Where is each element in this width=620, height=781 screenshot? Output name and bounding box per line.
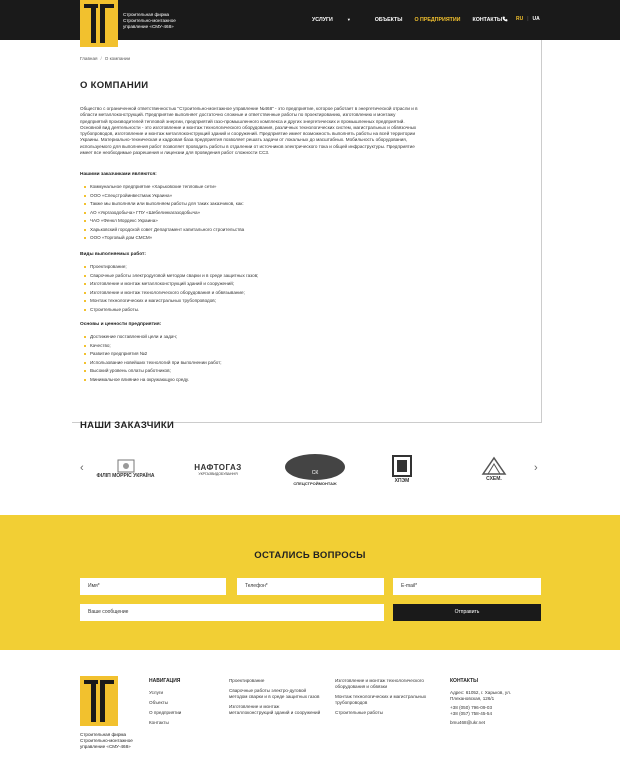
- works-heading: Виды выполняемых работ:: [80, 252, 146, 257]
- phone-field[interactable]: Телефон*: [237, 578, 384, 595]
- footer-service-link[interactable]: Строительные работы: [335, 710, 383, 715]
- message-field[interactable]: Ваше сообщение: [80, 604, 384, 621]
- works-list: [84, 263, 258, 314]
- footer-services-col-2: [335, 678, 430, 716]
- footer-contacts: [450, 690, 540, 726]
- list-item: Достижение поставленной цели и задач;: [84, 333, 222, 342]
- footer-address: Адрес: 61052, г. Харьков, ул. Плехановская, 126/1: [450, 690, 512, 701]
- lang-separator: |: [527, 16, 529, 22]
- client-logo-naftogaz: НАФТОГАЗ УКРГАЗВИДОБУВАННЯ: [194, 462, 242, 476]
- chevron-down-icon: ▼: [346, 17, 351, 22]
- list-item: Минимальное влияние на окружающую среду.: [84, 376, 222, 385]
- list-item: Коммунальное предприятие «Харьковские тепловые сети»: [84, 183, 244, 192]
- customers-list: [84, 183, 244, 243]
- list-item: АО «Укргазодобыча» ГПУ «Шебелинкагазодобыча»: [84, 209, 244, 218]
- list-item: Качество;: [84, 342, 222, 351]
- list-item: Монтаж технологических и магистральных трубопроводов;: [84, 297, 258, 306]
- values-list: [84, 333, 222, 384]
- carousel-next-arrow[interactable]: ›: [534, 462, 538, 474]
- footer-contacts-heading: КОНТАКТЫ: [450, 678, 479, 684]
- email-field[interactable]: E-mail*: [393, 578, 541, 595]
- footer-company-logo[interactable]: [80, 676, 118, 726]
- footer-service-link[interactable]: Проектирование: [229, 678, 265, 683]
- list-item: Высокий уровень оплаты работников;: [84, 367, 222, 376]
- values-heading: Основы и ценности предприятия:: [80, 322, 162, 327]
- footer-nav: [149, 690, 181, 726]
- breadcrumb-separator: /: [100, 56, 102, 61]
- footer-link-objects[interactable]: Объекты: [149, 700, 168, 705]
- breadcrumb: [80, 56, 130, 61]
- list-item: Проектирование;: [84, 263, 258, 272]
- list-item: ЧАО «Фенкл Мордекс Украина»: [84, 217, 244, 226]
- footer-phone-2[interactable]: +38 (057) 758-45-54: [450, 711, 493, 716]
- site-header: [0, 0, 620, 40]
- nav-item-about[interactable]: О ПРЕДПРИЯТИИ: [414, 17, 461, 23]
- crest-icon: [116, 459, 136, 473]
- list-item: Также мы выполняли или выполняем работы для таких заказчиков, как:: [84, 200, 244, 209]
- footer-brand-text: Строительная фирма Строительно-монтажное управление «СМУ-468»: [80, 732, 133, 749]
- breadcrumb-current: О компании: [104, 56, 131, 61]
- breadcrumb-home-link[interactable]: Главная: [80, 56, 98, 61]
- page-title: О КОМПАНИИ: [80, 80, 149, 91]
- list-item: Развитие предприятия №2: [84, 350, 222, 359]
- footer-service-link[interactable]: Изготовление и монтаж технологического оборудования и обвязки: [335, 678, 424, 689]
- footer-service-link[interactable]: Изготовление и монтаж металлоконструкций зданий и сооружений: [229, 704, 321, 715]
- phone-icon[interactable]: [502, 16, 508, 22]
- customers-heading: Нашими заказчиками являются:: [80, 172, 157, 177]
- schem-emblem-icon: [481, 456, 507, 476]
- header-brand-text: Строительная фирма Строительно-монтажное управление «СМУ-468»: [123, 12, 176, 29]
- list-item: Изготовление и монтаж металлоконструкций зданий и сооружений;: [84, 280, 258, 289]
- send-button[interactable]: Отправить: [393, 604, 541, 621]
- footer-link-about[interactable]: О предприятии: [149, 710, 182, 715]
- footer-email[interactable]: bmu468@ukr.net: [450, 720, 486, 725]
- clients-section-title: НАШИ ЗАКАЗЧИКИ: [80, 420, 175, 431]
- footer-service-link[interactable]: Монтаж технологических и магистральных трубопроводов: [335, 694, 427, 705]
- specstroy-emblem-icon: [284, 453, 346, 481]
- list-item: ООО «Торговый дом СМСМ»: [84, 234, 244, 243]
- lang-ru-link[interactable]: RU: [516, 16, 524, 22]
- client-logo-hpem: ХПЭМ: [387, 450, 417, 488]
- footer-link-services[interactable]: Услуги: [149, 690, 164, 695]
- list-item: Изготовление и монтаж технологического оборудования и обвязывание;: [84, 289, 258, 298]
- footer-service-link[interactable]: Сварочные работы электро-дуговой методом сварки и в среде защитных газов: [229, 688, 320, 699]
- list-item: Сварочные работы электродуговой методом сварки и в среде защитных газов;: [84, 272, 258, 281]
- nav-item-objects[interactable]: ОБЪЕКТЫ: [374, 17, 403, 23]
- intro-paragraph: Общество с ограниченной ответственностью "Строительно-монтажное управление №468" - это предприятие, которое работает в энергетической отрасли и в области металлоконструкций. Предприятие выполняет достаточно сложные и ответственные работы по проектированию, изготовлению и монтажу предприятий производителей тепловой энергии, предприятий газо-промышленного комплекса и других энергетических и промышленных предприятий. Основной вид деятельности - это изготовление и монтаж технологического оборудования, различных технологических систем, магистральных и обвязочных трубопроводов, изготовление и монтаж металлоконструкций зданий и сооружений. Предприятие имеет возможность выполнять работы на всей территории Украины. Материально-техническая и кадровая база предприятия позволяет решать задачи от локальных до масштабных. Мобильность оборудования, используемого для выполнения работ позволяет проводить работы в отдалении от источников электрического тока и общей инфраструктуры. Предприятие имеет все необходимые разрешения и лицензии для проведения работ сложности СС3.: [80, 106, 418, 156]
- lang-ua-link[interactable]: UA: [532, 16, 540, 22]
- nav-item-contacts[interactable]: КОНТАКТЫ: [472, 17, 503, 23]
- footer-link-contacts[interactable]: Контакты: [149, 720, 169, 725]
- list-item: ООО «Спецстройинвестмаж Украина»: [84, 192, 244, 201]
- svg-text:СК: СК: [311, 469, 319, 476]
- carousel-prev-arrow[interactable]: ‹: [80, 462, 84, 474]
- list-item: Использование новейших технологий при выполнении работ;: [84, 359, 222, 368]
- main-nav: [312, 17, 514, 23]
- list-item: Харьковский городской совет Департамент капитального строительства: [84, 226, 244, 235]
- name-field[interactable]: Имя*: [80, 578, 226, 595]
- client-logo-philip-morris: ФІЛІП МОРРІС УКРАЇНА: [93, 450, 158, 488]
- hpem-emblem-icon: [391, 454, 413, 478]
- footer-phone-1[interactable]: +38 (050) 796-09-03: [450, 705, 493, 710]
- header-utilities: [502, 16, 540, 22]
- nav-item-services[interactable]: УСЛУГИ ▼: [312, 17, 351, 23]
- client-logo-schem: СХЕМ.: [474, 450, 514, 488]
- client-logo-specstroymontazh: СК СПЕЦСТРОЙМОНТАЖ: [284, 450, 346, 488]
- form-title: ОСТАЛИСЬ ВОПРОСЫ: [254, 550, 366, 561]
- footer-services-col-1: [229, 678, 324, 716]
- footer-nav-heading: НАВИГАЦИЯ: [149, 678, 181, 684]
- list-item: Строительные работы.: [84, 306, 258, 315]
